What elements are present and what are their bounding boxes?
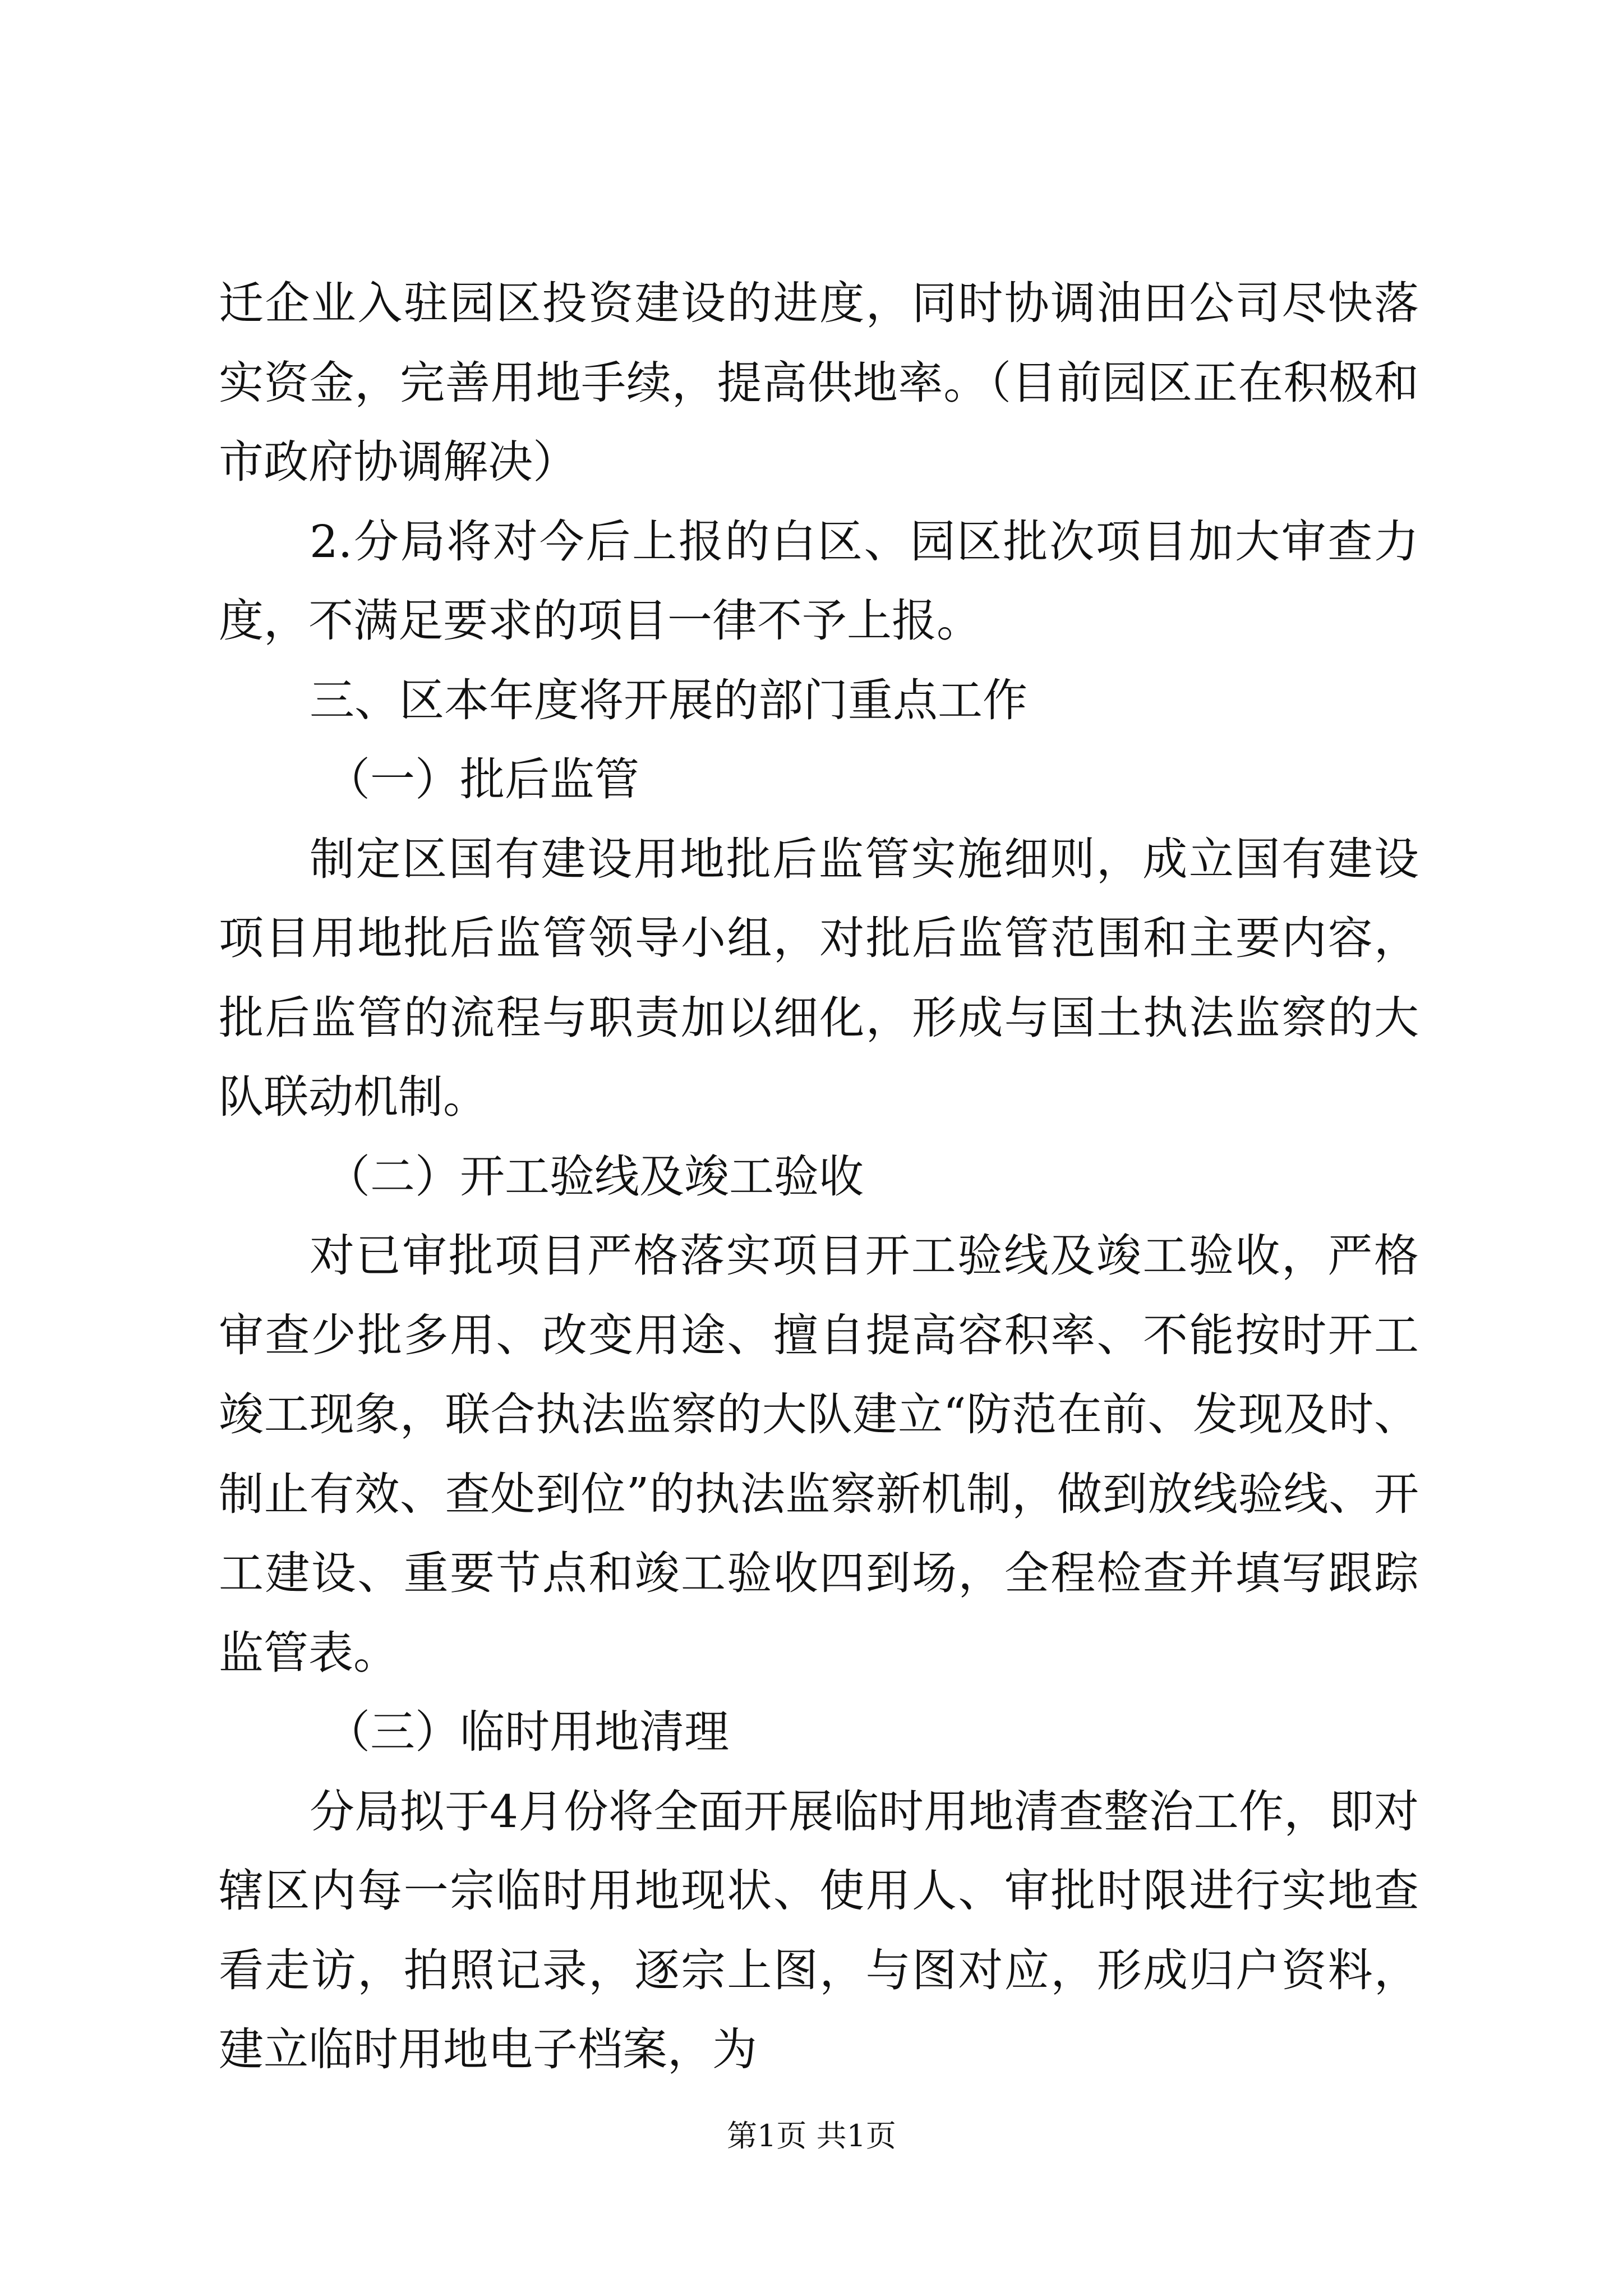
section-heading-three: 三、区本年度将开展的部门重点工作 xyxy=(310,674,1027,726)
document-body xyxy=(219,264,1419,2090)
subheading-temporary-land-cleanup: （三）临时用地清理 xyxy=(325,1706,729,1758)
paragraph-supervision-detail: 制定区国有建设用地批后监管实施细则，成立国有建设项目用地批后监管领导小组，对批后监管范围和主要内容，批后监管的流程与职责加以细化，形成与国土执法监察的大队联动机制。 xyxy=(219,832,1419,1123)
paragraph-item-2: 2.分局将对今后上报的白区、园区批次项目加大审查力度，不满足要求的项目一律不予上报。 xyxy=(219,515,1419,647)
paragraph-continuation: 迁企业入驻园区投资建设的进度，同时协调油田公司尽快落实资金，完善用地手续，提高供地率。（目前园区正在积极和市政府协调解决） xyxy=(219,277,1419,488)
page-number-footer: 第1页 共1页 xyxy=(727,2118,896,2154)
paragraph-cleanup-detail: 分局拟于4月份将全面开展临时用地清查整治工作，即对辖区内每一宗临时用地现状、使用人、审批时限进行实地查看走访，拍照记录，逐宗上图，与图对应，形成归户资料，建立临时用地电子档案，为 xyxy=(219,1785,1419,2076)
subheading-post-approval-supervision: （一）批后监管 xyxy=(325,753,639,806)
subheading-construction-acceptance: （二）开工验线及竣工验收 xyxy=(325,1150,864,1203)
paragraph-acceptance-detail: 对已审批项目严格落实项目开工验线及竣工验收，严格审查少批多用、改变用途、擅自提高容积率、不能按时开工竣工现象，联合执法监察的大队建立“防范在前、发现及时、制止有效、查处到位”的执法监察新机制，做到放线验线、开工建设、重要节点和竣工验收四到场，全程检查并填写跟踪监管表。 xyxy=(219,1230,1419,1679)
